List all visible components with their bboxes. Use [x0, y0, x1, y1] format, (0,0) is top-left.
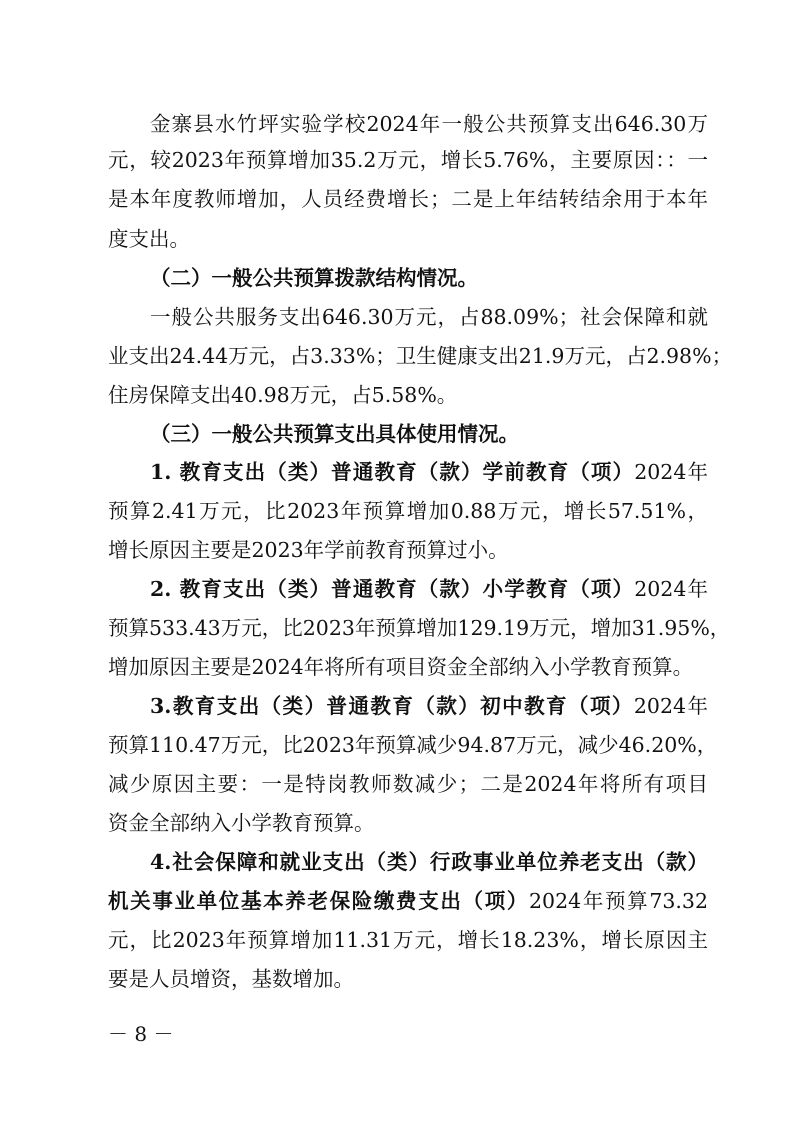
paragraph-2-line-2: 业支出24.44万元，占3.33%；卫生健康支出21.9万元，占2.98%； [108, 344, 733, 368]
item-4-line-1: 4.社会保障和就业支出（类）行政事业单位养老支出（款） [150, 850, 708, 874]
item-4-line-3: 元，比2023年预算增加11.31万元，增长18.23%，增长原因主 [108, 928, 708, 952]
item-2-line-2: 预算533.43万元，比2023年预算增加129.19万元，增加31.95%， [108, 616, 731, 640]
item-3-year: 2024年 [633, 694, 708, 718]
paragraph-1-line-3: 是本年度教师增加，人员经费增长；二是上年结转结余用于本年 [108, 187, 708, 211]
item-4-line-2 [108, 889, 708, 913]
item-4-title: 机关事业单位基本养老保险缴费支出（项） [108, 889, 530, 913]
section-3-heading: （三）一般公共预算支出具体使用情况。 [150, 422, 519, 446]
item-3-title: 3.教育支出（类）普通教育（款）初中教育（项） [150, 694, 634, 718]
item-4-line-4: 要是人员增资，基数增加。 [108, 967, 354, 991]
item-1-year: 2024年 [634, 460, 709, 484]
item-2-year: 2024年 [634, 577, 709, 601]
paragraph-1-line-1: 金寨县水竹坪实验学校2024年一般公共预算支出646.30万 [150, 112, 708, 136]
page-number: － 8 － [108, 1022, 174, 1046]
item-2-line-1 [150, 577, 708, 601]
item-2-title: 2. 教育支出（类）普通教育（款）小学教育（项） [150, 577, 635, 601]
item-3-line-1 [150, 694, 708, 718]
item-3-line-4: 资金全部纳入小学教育预算。 [108, 811, 375, 835]
section-2-heading: （二）一般公共预算拨款结构情况。 [150, 266, 478, 290]
paragraph-2-line-1: 一般公共服务支出646.30万元，占88.09%；社会保障和就 [150, 305, 708, 329]
paragraph-1-line-4: 度支出。 [108, 227, 190, 251]
item-1-title: 1. 教育支出（类）普通教育（款）学前教育（项） [150, 460, 635, 484]
paragraph-2-line-3: 住房保障支出40.98万元，占5.58%。 [108, 383, 458, 407]
item-1-line-3: 增长原因主要是2023年学前教育预算过小。 [108, 538, 509, 562]
paragraph-1-line-2: 元，较2023年预算增加35.2万元，增长5.76%，主要原因：：一 [108, 148, 708, 172]
item-4-budget: 2024年预算73.32 [529, 889, 709, 913]
item-1-line-1 [150, 460, 708, 484]
item-2-line-3: 增加原因主要是2024年将所有项目资金全部纳入小学教育预算。 [108, 655, 694, 679]
item-3-line-2: 预算110.47万元，比2023年预算减少94.87万元，减少46.20%， [108, 733, 718, 757]
item-1-line-2: 预算2.41万元，比2023年预算增加0.88万元，增长57.51%， [108, 499, 708, 523]
item-3-line-3: 减少原因主要：一是特岗教师数减少；二是2024年将所有项目 [108, 772, 708, 796]
